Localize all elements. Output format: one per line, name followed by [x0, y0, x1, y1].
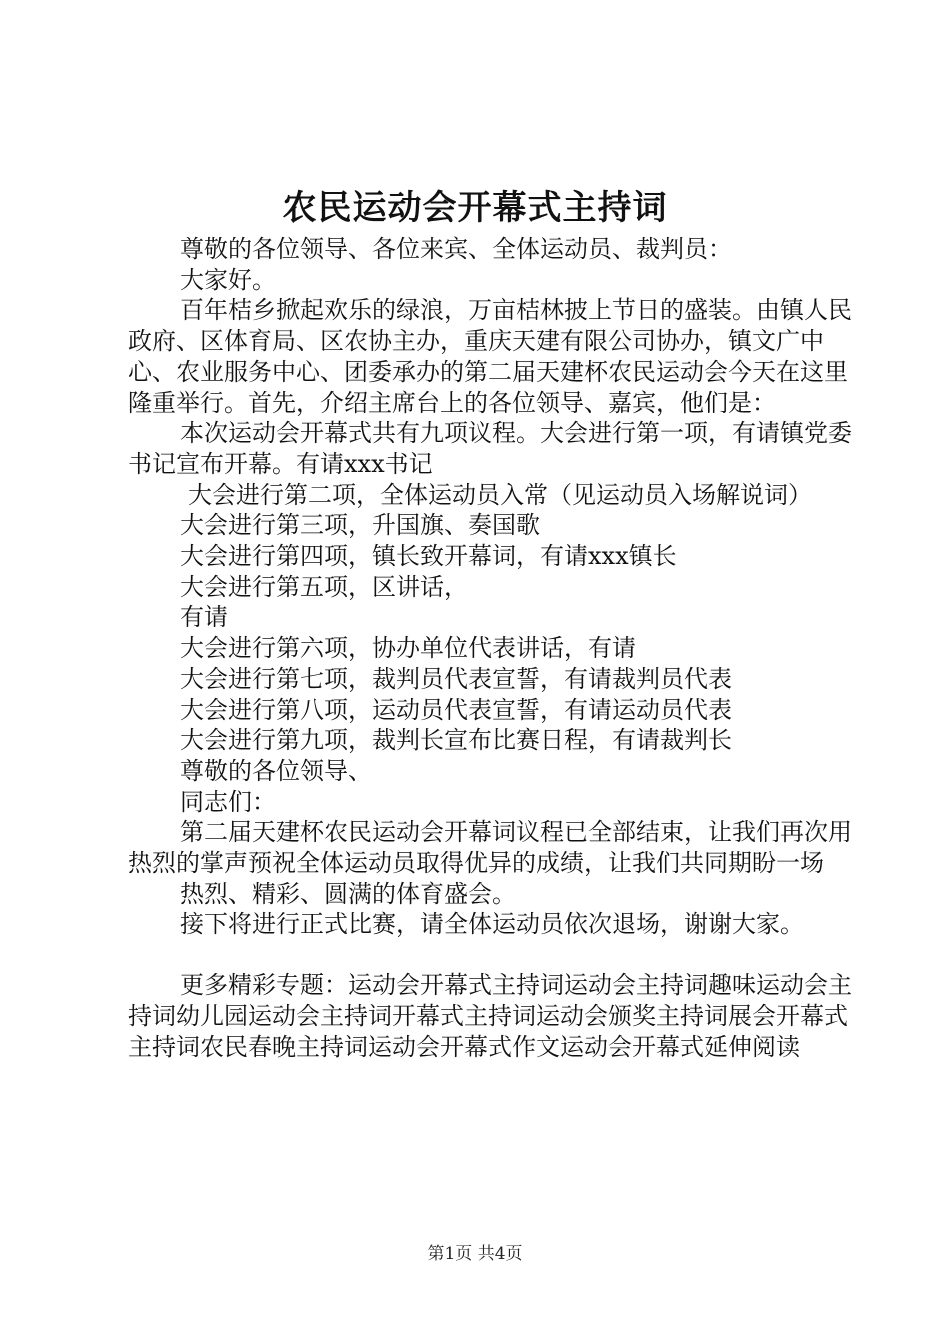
paragraph-please: 有请 [180, 603, 228, 632]
paragraph-agenda-8: 大会进行第八项，运动员代表宣誓，有请运动员代表 [180, 695, 732, 724]
paragraph-closing-salutation: 尊敬的各位领导、 [180, 756, 372, 785]
paragraph-agenda-5: 大会进行第五项，区讲话， [180, 572, 468, 601]
paragraph-dismissal: 接下将进行正式比赛，请全体运动员依次退场，谢谢大家。 [180, 910, 804, 939]
paragraph-agenda-4: 大会进行第四项，镇长致开幕词，有请xxx镇长 [180, 542, 677, 571]
paragraph-intro: 百年桔乡掀起欢乐的绿浪，万亩桔林披上节日的盛装。由镇人民政府、区体育局、区农协主办，重庆天建有限公司协办，镇文广中心、农业服务中心、团委承办的第二届天建杯农民运动会今天在这里隆重举行。首先，介绍主席台上的各位领导、嘉宾，他们是： [128, 296, 852, 417]
paragraph-salutation: 尊敬的各位领导、各位来宾、全体运动员、裁判员： [180, 235, 732, 263]
paragraph-agenda-7: 大会进行第七项，裁判员代表宣誓，有请裁判员代表 [180, 664, 732, 693]
paragraph-agenda-9: 大会进行第九项，裁判长宣布比赛日程，有请裁判长 [180, 726, 732, 755]
paragraph-spacer [128, 940, 858, 970]
paragraph-agenda-6: 大会进行第六项，协办单位代表讲话，有请 [180, 634, 636, 663]
paragraph-conclusion: 第二届天建杯农民运动会开幕词议程已全部结束，让我们再次用热烈的掌声预祝全体运动员取得优异的成绩，让我们共同期盼一场 [128, 818, 852, 878]
paragraph-related-topics: 更多精彩专题：运动会开幕式主持词运动会主持词趣味运动会主持词幼儿园运动会主持词开幕式主持词运动会颁奖主持词展会开幕式主持词农民春晚主持词运动会开幕式作文运动会开幕式延伸阅读 [128, 971, 852, 1061]
page-footer: 第1页 共4页 [427, 1244, 523, 1264]
paragraph-greeting: 大家好。 [180, 265, 276, 294]
paragraph-agenda-1: 本次运动会开幕式共有九项议程。大会进行第一项，有请镇党委书记宣布开幕。有请xxx书记 [128, 419, 852, 478]
paragraph-agenda-3: 大会进行第三项，升国旗、奏国歌 [180, 511, 540, 540]
document-body [128, 234, 858, 1062]
paragraph-wish: 热烈、精彩、圆满的体育盛会。 [180, 879, 516, 908]
paragraph-agenda-2: 大会进行第二项，全体运动员入常（见运动员入场解说词） [188, 480, 812, 509]
document-title: 农民运动会开幕式主持词 [282, 188, 668, 228]
paragraph-comrades: 同志们： [180, 787, 276, 816]
